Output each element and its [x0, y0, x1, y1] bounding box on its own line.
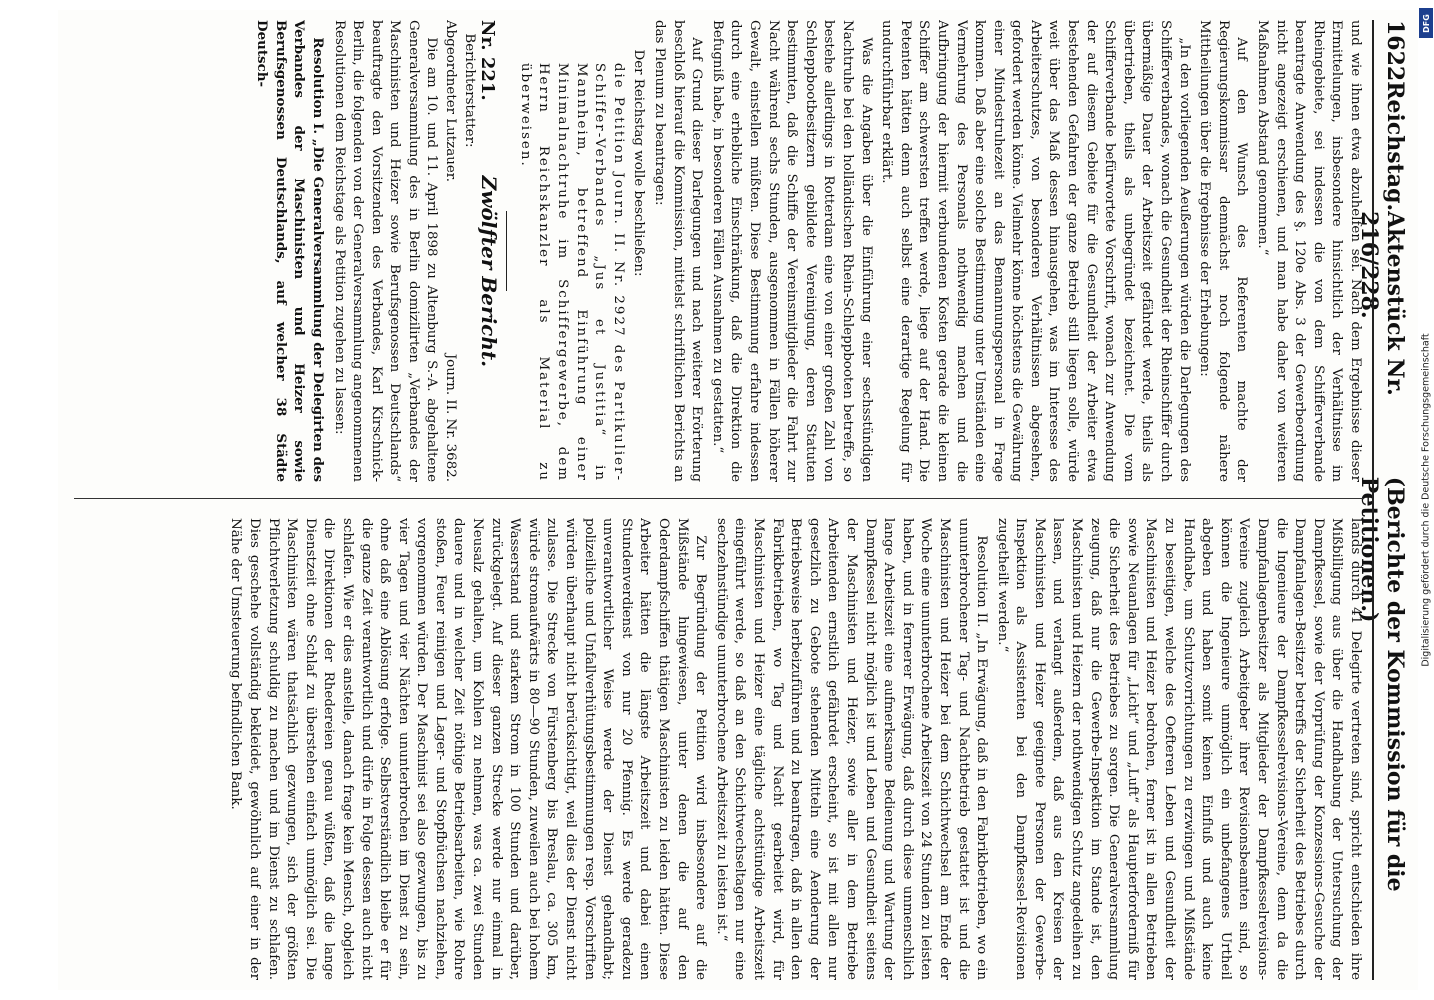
- right-column: [74, 518, 1364, 980]
- header-section: (Berichte der Kommission für die Petitionen.): [1356, 476, 1408, 892]
- credit-text: Digitalisierung gefördert durch die Deutsche Forschungsgemeinschaft: [1420, 333, 1432, 667]
- page-content-rotated: [68, 20, 1408, 980]
- header-rule: [1372, 20, 1374, 980]
- report-number: Nr. 221.: [477, 20, 499, 101]
- digitization-credit: [1418, 6, 1434, 994]
- paragraph: Resolution I. „Die Generalversammlung der Delegirten des Verbandes der Maschinisten und Heizer sowie Berufsgenossen Deutschlands, auf welcher 38 Städte Deutsch-: [254, 20, 326, 482]
- column-separator: [74, 498, 1364, 499]
- paragraph: Auf den Wunsch des Referenten machte der Regierungskommissar demnächst noch folgende nähere Mittheilungen über die Ergebnisse der Erhebungen:: [1197, 20, 1250, 482]
- paragraph: Resolution II. „In Erwägung, daß in den Fabrikbetrieben, wo ein ununterbrochener Tag- und Nachtbetrieb gestattet ist und die Maschinisten und Heizer bei dem Schichtwechsel am Ende der Woche eine ununterbrochene Arbeitszeit von 24 Stunden zu leisten haben, und in fernerer Erwägung, daß durch diese unmenschlich lange Arbeitszeit eine aufmerksame Bedienung und Wartung der Dampfkessel nicht möglich ist und Leben und Gesundheit seitens der Maschinisten und Heizer, sowie aller in dem Betriebe Arbeitenden ernstlich gefährdet erscheint, so ist mit allen nur gesetzlich zu Gebote stehenden Mitteln eine Aenderung der Betriebsweise herbeizuführen und zu beantragen, daß in allen den Fabrikbetrieben, wo Tag und Nacht gearbeitet wird, für Maschinisten und Heizer eine tägliche achtstündige Arbeitszeit eingeführt werde, so daß an den Schichtwechseltagen nur eine sechzehnstündige ununterbrochene Arbeitszeit zu leisten ist.“: [713, 518, 990, 980]
- paragraph: Die am 10. und 11. April 1898 zu Altenburg S.-A. abgehaltene Generalversammlung des in Berlin domizilirten „Verbandes der Maschinisten und Heizer sowie Berufsgenossen Deutschlands“ beauftragte den Vorsitzenden des Verbandes, Karl Kirschnick-Berlin, die folgenden von der Generalversammlung angenommenen Resolutionen dem Reichstage als Petition zugehen zu lassen:: [331, 20, 440, 482]
- page-number: 1622: [1382, 20, 1408, 82]
- paragraph: lands durch 41 Delegirte vertreten sind, spricht entschieden ihre Mißbilligung aus über die Handhabung der Untersuchung der Dampfkessel, sowie der Vorprüfung der Konzessions-Gesuche der Dampfanlagen-Besitzer betreffs der Sicherheit des Betriebes durch die Ingenieure der Dampfkesselrevisions-Vereine, denn da die Dampfanlagenbesitzer als Mitglieder der Dampfkesselrevisions-Vereine zugleich Arbeitgeber ihrer Revisionsbeamten sind, so können die Ingenieure unmöglich ein unbefangenes Urtheil abgeben und haben somit keinen Einfluß und auch keine Handhabe, um Schutzvorrichtungen zu erzwingen und Mißstände zu beseitigen, welche des Oefteren Leben und Gesundheit der Maschinisten und Heizer bedrohen, ferner ist in allen Betrieben sowie Neuanlagen für „Licht“ und „Luft“ als Haupterforderniß für die Sicherheit des Betriebes zu sorgen. Die Generalversammlung zeugung, daß nur die Gewerbe-Inspektion im Stande ist, den Maschinisten und Heizern der nothwendigen Schutz angedeihen zu lassen, und verlangt außerdem, daß aus den Kreisen der Maschinisten und Heizer geeignete Personen der Gewerbe-Inspektion als Assistenten bei den Dampfkessel-Revisionen zugetheilt werden.“: [994, 518, 1363, 980]
- paragraph: Auf Grund dieser Darlegungen und nach weiterer Erörterung beschloß hierauf die Kommission, mittelst schriftlichen Berichts an das Plenum zu beantragen:: [652, 20, 705, 482]
- motion-text: die Petition Journ. II. Nr. 2927 des Partikulier-Schiffer-Verbandes „Jus et Justitia“ in Mannheim, betreffend Einführung einer Minimalnachtruhe im Schiffergewerbe, dem Herrn Reichskanzler als Material zu überweisen.: [517, 62, 626, 482]
- header-document-number: Aktenstück Nr. 216/228.: [1356, 211, 1408, 396]
- dfg-logo-text: DFG: [1421, 13, 1431, 33]
- report-title: Zwölfter Bericht.: [477, 175, 502, 368]
- report-heading: [477, 20, 502, 482]
- paragraph: und wie ihnen etwa abzuhelfen sei. Nach dem Ergebnisse dieser Ermittelungen, insbesondere hinsichtlich der Verhältnisse im Rheingebiete, sei indessen die von dem Schifferverbande beantragte Anwendung des §. 120e Abs. 3 der Gewerbeordnung nicht angezeigt erschienen, und man habe daher von weiteren Maßnahmen Abstand genommen.“: [1255, 20, 1363, 482]
- paragraph: „In den vorliegenden Aeußerungen würden die Darlegungen des Schifferverbandes, wonach die Gesundheit der Rheinschiffer durch übermäßige Dauer der Arbeitszeit gefährdet werde, theils als übertrieben, theils als unbegründet bezeichnet. Die vom Schifferverbande befürwortete Vorschrift, wonach zur Anwendung der auf diesem Gebiete für die Gesundheit der Arbeiter etwa bestehenden Gefahren der ganze Betrieb still liegen solle, würde weit über das Maß dessen hinausgehen, was im Interesse des Arbeiterschutzes, von besonderen Verhältnissen abgesehen, gefordert werden könne. Vielmehr könne höchstens die Gewährung einer Mindestruhezeit an das Bemannungspersonal in Frage kommen. Daß aber eine solche Bestimmung unter Umständen eine Vermehrung des Personals nothwendig machen und die Aufbringung der hiermit verbundenen Kosten gerade die kleinen Schiffer am schwersten treffen werde, liege auf der Hand. Die Petenten hätten denn auch selbst eine derartige Regelung für undurchführbar erklärt.: [879, 20, 1192, 482]
- journal-number: Journ. II. Nr. 3682.: [443, 353, 459, 482]
- running-header: [1356, 20, 1408, 980]
- header-left: Reichstag.: [1382, 81, 1408, 212]
- dfg-logo: [1419, 8, 1433, 38]
- section-divider: [506, 211, 507, 291]
- reporter-line: [441, 20, 460, 482]
- reporter-name: Abgeordneter Lutzauer.: [443, 20, 459, 182]
- paragraph: Was die Angaben über die Einführung einer sechsstündigen Nachtruhe bei den holländischen Rhein-Schleppbooten betreffe, so bestehe allerdings in Rotterdam eine von einer großen Zahl von Schleppbootbesitzern gebildete Vereinigung, deren Statuten bestimmten, daß die Schiffe der Vereinsmitglieder die Fahrt zur Nacht während sechs Stunden, ausgenommen in Fällen höherer Gewalt, einstellen müßten. Diese Bestimmung erfahre indessen durch eine erhebliche Einschränkung, daß die Direktion die Befugniß habe, in besonderen Fällen Ausnahmen zu gestatten.“: [709, 20, 874, 482]
- paragraph: Zur Begründung der Petition wird insbesondere auf die Mißstände hingewiesen, unter denen die auf den Oderdampfschiffen thätigen Maschinisten zu leiden hätten. Diese Arbeiter hätten die längste Arbeitszeit und dabei einen Stundenverdienst von nur 20 Pfennig. Es werde geradezu unverantwortlicher Weise werde der Dienst gehandhabt; polizeiliche und Unfallverhütungsbestimmungen resp. Vorschriften würden überhaupt nicht berücksichtigt, weil dies der Dienst nicht zulasse. Die Strecke von Fürstenberg bis Breslau, ca. 305 km, würde stromaufwärts in 80—90 Stunden, zuweilen auch bei hohem Wasserstand und starkem Strom in 100 Stunden und darüber, zurückgelegt. Auf dieser ganzen Strecke werde nur einmal in Neusalz gehalten, um Kohlen zu nehmen, was ca. zwei Stunden dauere und in welcher Zeit nöthige Betriebsarbeiten, wie Rohre stoßen, Feuer reinigen und Lager- und Stopfbüchsen nachziehen, vorgenommen würden. Der Maschinist sei also gezwungen, bis zu vier Tagen und vier Nächten ununterbrochen im Dienst zu sein, ohne daß eine Ablösung erfolge. Selbstverständlich bleibe er für die ganze Zeit verantwortlich und dürfe in Folge dessen auch nicht schlafen. Wie er dies anstelle, danach frage kein Mensch, obgleich die Direktionen der Rhedereien genau wüßten, daß die lange Dienstzeit ohne Schlaf zu überstehen einfach unmöglich sei. Die Maschinisten wären thatsächlich gezwungen, sich der größten Pflichtverletzung schuldig zu machen und im Dienst zu schlafen. Dies geschehe vollständig bekleidet, gewöhnlich auf einer in der Nähe der Umsteuerung befindlichen Bank.: [228, 518, 709, 980]
- scanned-page: [58, 10, 1418, 990]
- reporter-label: Berichterstatter:: [461, 33, 477, 148]
- left-column: [74, 20, 1364, 482]
- paragraph: Der Reichstag wolle beschließen:: [631, 49, 647, 277]
